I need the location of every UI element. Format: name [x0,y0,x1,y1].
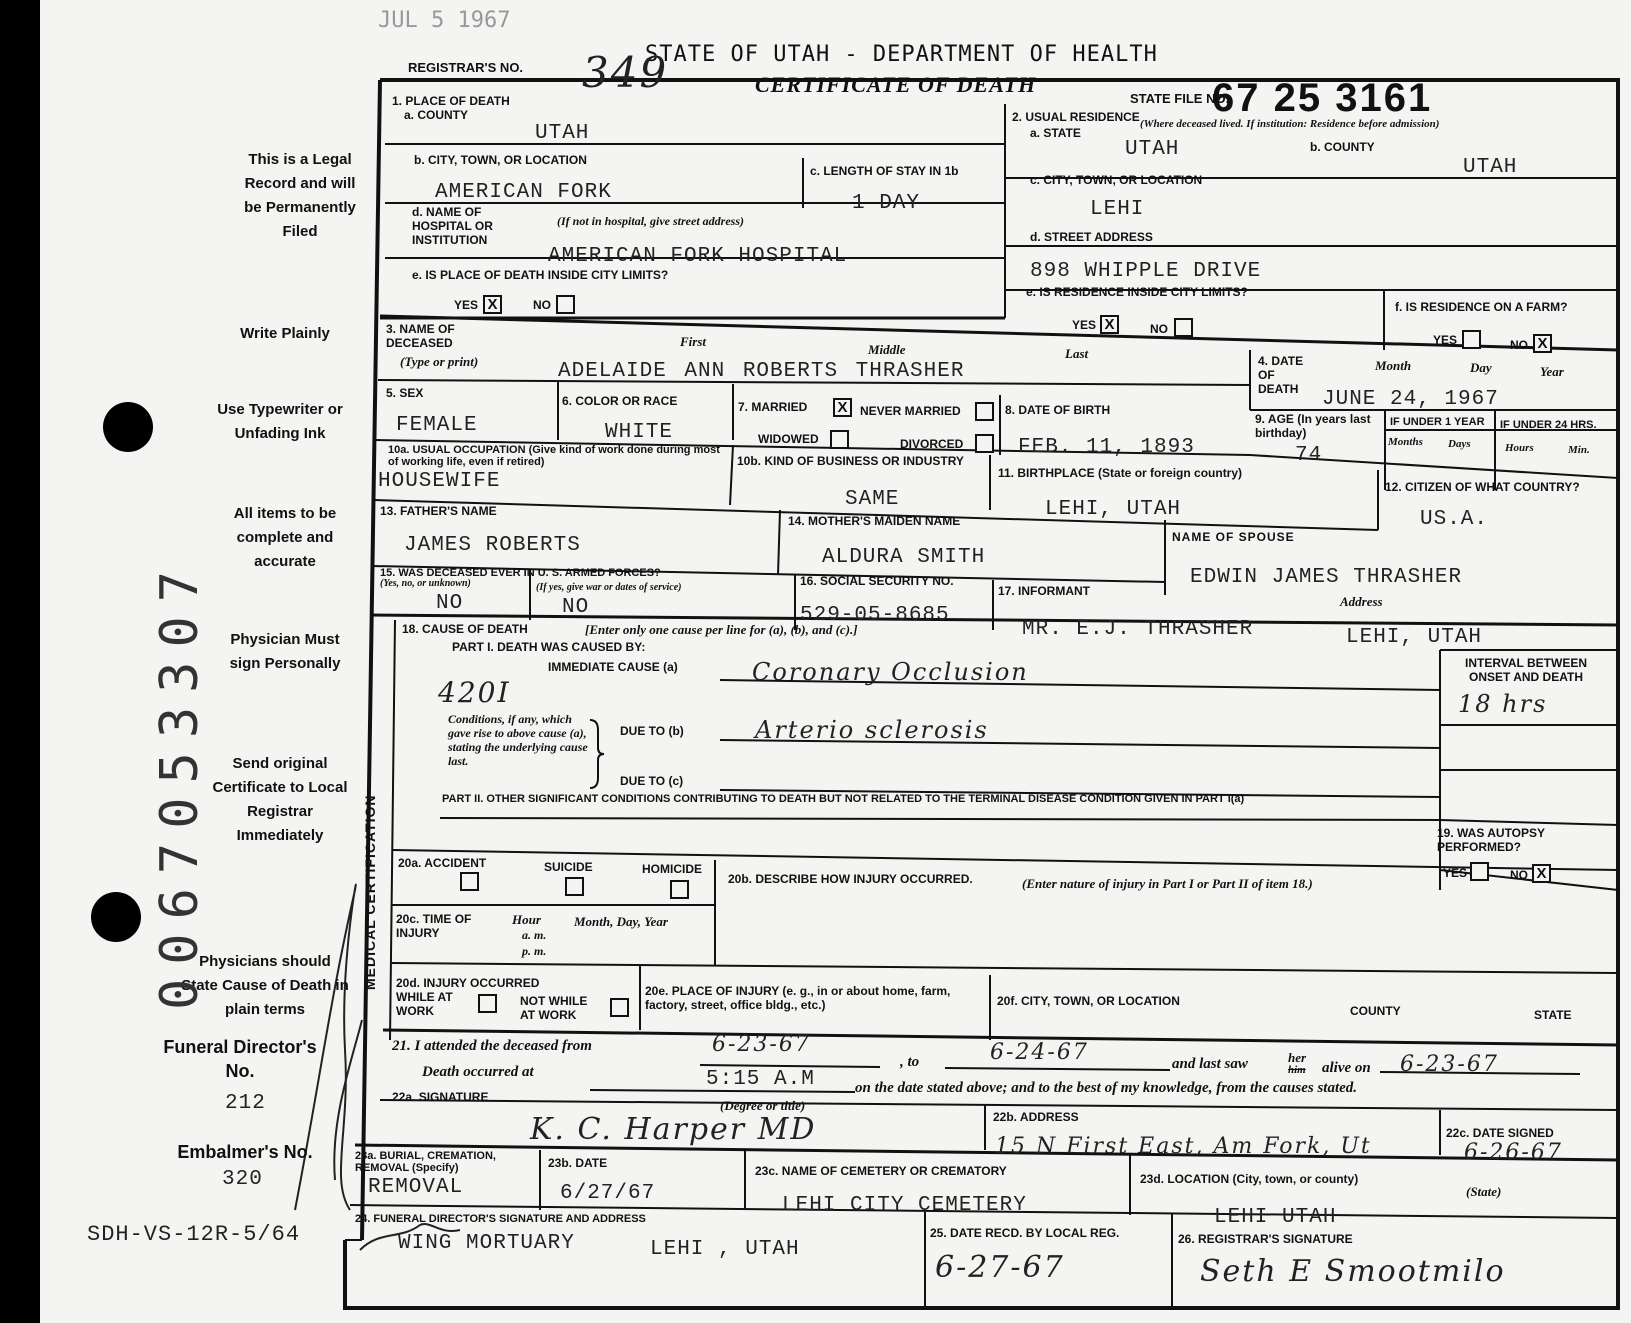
hospital-label: d. NAME OF HOSPITAL OR INSTITUTION [412,205,493,247]
death-inside-yes-label: YES [454,298,479,312]
armed-forces-label: 15. WAS DECEASED EVER IN U. S. ARMED FORCES? [380,567,661,579]
write-plainly-note: Write Plainly [240,325,330,342]
residence-inside-no-checkbox[interactable] [1174,318,1193,337]
father-name-label: 13. FATHER'S NAME [380,504,497,518]
disposition-label: 23a. BURIAL, CREMATION, REMOVAL (Specify) [355,1150,496,1174]
death-county: UTAH [535,122,590,145]
accident-checkbox[interactable] [460,872,479,891]
date-of-death: JUNE 24, 1967 [1322,388,1499,411]
due-to-b: Arterio sclerosis [755,716,989,744]
signature-label: 22a. SIGNATURE [392,1090,489,1104]
informant-name: MR. E.J. THRASHER [1022,618,1254,641]
widowed-label: WIDOWED [758,432,819,446]
not-while-at-work-label: NOT WHILE AT WORK [520,994,588,1022]
date-received-label: 25. DATE RECD. BY LOCAL REG. [930,1226,1120,1240]
registrar-signature-label: 26. REGISTRAR'S SIGNATURE [1178,1232,1353,1246]
days-label: Days [1448,438,1471,450]
hour-label: Hour [512,912,541,927]
burial-state-label: (State) [1466,1184,1502,1199]
knowledge-statement: on the date stated above; and to the best of my knowledge, from the causes stated. [855,1080,1358,1096]
disposition: REMOVAL [368,1176,464,1199]
not-while-at-work-checkbox[interactable] [610,998,629,1017]
autopsy-yes-checkbox[interactable] [1470,862,1489,881]
last-saw-label: and last saw [1172,1056,1248,1072]
armed-forces: NO [436,592,464,615]
minutes-label: Min. [1568,444,1590,456]
pronoun-her: her [1288,1050,1307,1065]
informant-address: LEHI, UTAH [1346,626,1483,649]
state-file-no: 67 25 3161 [1212,76,1433,120]
attended-to-label: , to [900,1054,920,1070]
hours-label: Hours [1505,442,1534,454]
never-married-checkbox[interactable] [975,402,994,421]
death-occurred-label: Death occurred at [422,1064,534,1080]
armed-note-2: (If yes, give war or dates of service) [536,582,682,593]
embalmer-no-label: Embalmer's No. [177,1142,313,1162]
residence-inside-yes-checkbox[interactable]: X [1100,315,1119,334]
street-address: 898 WHIPPLE DRIVE [1030,260,1262,283]
autopsy-label: 19. WAS AUTOPSY PERFORMED? [1437,826,1545,854]
while-at-work-label: WHILE AT WORK [396,990,453,1018]
part-2-label: PART II. OTHER SIGNIFICANT CONDITIONS CONTRIBUTING TO DEATH BUT NOT RELATED TO THE TERMINAL DISEASE CONDITION GIVEN IN PART I(a) [442,793,1245,805]
mother-name-label: 14. MOTHER'S MAIDEN NAME [788,514,961,528]
burial-date-label: 23b. DATE [548,1156,608,1170]
business-label: 10b. KIND OF BUSINESS OR INDUSTRY [737,454,964,468]
residence-note: (Where deceased lived. If institution: Residence before admission) [1140,118,1440,130]
deceased-name-label: 3. NAME OF DECEASED [386,322,455,350]
date-of-death-label: 4. DATE OF DEATH [1258,354,1304,396]
homicide-label: HOMICIDE [642,862,702,876]
spouse-label: NAME OF SPOUSE [1172,530,1295,544]
funeral-director-label: 24. FUNERAL DIRECTOR'S SIGNATURE AND ADDRESS [355,1213,646,1225]
physician-address: 15 N First East, Am Fork, Ut [995,1134,1372,1159]
death-city-label: b. CITY, TOWN, OR LOCATION [414,153,587,167]
place-of-injury-label: 20e. PLACE OF INJURY (e. g., in or about home, farm, factory, street, office bldg., etc.) [645,984,951,1012]
widowed-checkbox[interactable] [830,430,849,449]
describe-injury-note: (Enter nature of injury in Part I or Part II of item 18.) [1022,876,1313,891]
due-to-c-label: DUE TO (c) [620,774,684,788]
residence-city: LEHI [1090,198,1145,221]
degree-label: (Degree or title) [720,1098,806,1113]
accident-label: 20a. ACCIDENT [398,856,487,870]
place-of-death-label: 1. PLACE OF DEATH [392,94,510,108]
middle-name-label: Middle [868,342,906,357]
type-or-print-note: (Type or print) [400,354,479,369]
birthplace: LEHI, UTAH [1045,498,1182,521]
certificate-title: CERTIFICATE OF DEATH [755,72,1037,97]
cause-instruction: [Enter only one cause per line for (a), (b), and (c).] [585,622,858,637]
age: 74 [1295,444,1323,467]
injury-county-label: COUNTY [1350,1004,1401,1018]
typewriter-note: Use Typewriter or Unfading Ink [217,401,343,442]
side-serial-stamp: 0067053307 [150,556,210,1010]
citizen-label: 12. CITIZEN OF WHAT COUNTRY? [1385,480,1580,494]
date-signed: 6-26-67 [1464,1140,1563,1165]
birthplace-label: 11. BIRTHPLACE (State or foreign country) [998,466,1243,480]
business: SAME [845,488,900,511]
farm-no-checkbox[interactable]: X [1533,334,1552,353]
homicide-checkbox[interactable] [670,880,689,899]
hospital-note: (If not in hospital, give street address) [557,214,745,228]
residence-city-label: c. CITY, TOWN, OR LOCATION [1030,173,1203,187]
burial-location: LEHI UTAH [1214,1206,1337,1229]
month-day-year-label: Month, Day, Year [574,914,668,929]
am-label: a. m. [522,928,547,942]
complete-note: All items to be complete and accurate [233,505,337,570]
farm-yes-label: YES [1433,333,1458,347]
date-of-birth: FEB. 11, 1893 [1018,436,1195,459]
under-24-hrs-label: IF UNDER 24 HRS. [1500,419,1597,431]
injury-occurred-label: 20d. INJURY OCCURRED [396,976,540,990]
residence-county: UTAH [1463,156,1518,179]
registrar-no-label: REGISTRAR'S NO. [408,60,524,75]
funeral-home: WING MORTUARY [398,1232,575,1255]
ssn-label: 16. SOCIAL SECURITY NO. [800,574,954,588]
physician-signature: K. C. Harper MD [530,1112,817,1147]
residence-label: 2. USUAL RESIDENCE [1012,110,1140,124]
informant-label: 17. INFORMANT [998,584,1091,598]
death-inside-city-label: e. IS PLACE OF DEATH INSIDE CITY LIMITS? [412,268,669,282]
burial-date: 6/27/67 [560,1182,656,1205]
autopsy-yes-label: YES [1443,866,1468,880]
armed-note-1: (Yes, no, or unknown) [380,578,471,589]
first-name-label: First [680,334,707,349]
deceased-name: ADELAIDE ANN ROBERTS THRASHER [558,360,965,383]
attended-to: 6-24-67 [990,1040,1089,1065]
death-year-label: Year [1540,364,1564,379]
married-label: 7. MARRIED [738,400,808,414]
physician-address-label: 22b. ADDRESS [993,1110,1079,1124]
length-of-stay: 1 DAY [852,192,921,215]
embalmer-no: 320 [222,1168,263,1191]
death-time: 5:15 A.M [706,1068,815,1091]
farm-label: f. IS RESIDENCE ON A FARM? [1395,300,1568,314]
residence-state-label: a. STATE [1030,126,1081,140]
residence-inside-no-label: NO [1150,322,1168,336]
race: WHITE [605,421,674,444]
alive-on-label: alive on [1322,1060,1371,1076]
length-of-stay-label: c. LENGTH OF STAY IN 1b [810,164,959,178]
injury-state-label: STATE [1534,1008,1572,1022]
injury-city-label: 20f. CITY, TOWN, OR LOCATION [997,994,1180,1008]
mother-name: ALDURA SMITH [822,546,986,569]
state-department-heading: STATE OF UTAH - DEPARTMENT OF HEALTH [645,42,1158,67]
due-to-b-label: DUE TO (b) [620,724,684,738]
registrar-no: 349 [582,48,669,97]
state-file-no-label: STATE FILE NO. [1130,91,1230,106]
physician-sign-note: Physician Must sign Personally [229,631,341,672]
death-day-label: Day [1470,360,1492,375]
received-stamp: JUL 5 1967 [378,8,511,33]
death-month-label: Month [1375,358,1412,373]
married-checkbox[interactable]: X [833,398,852,417]
sex: FEMALE [396,414,478,437]
pm-label: p. m. [522,944,547,958]
funeral-director-no: 212 [225,1092,266,1115]
race-label: 6. COLOR OR RACE [562,394,678,408]
cause-plain-note: Physicians should State Cause of Death in plain terms [181,953,349,1018]
ssn: 529-05-8685 [800,604,950,627]
farm-no-label: NO [1510,338,1528,352]
immediate-cause: Coronary Occlusion [752,658,1029,686]
time-of-injury-label: 20c. TIME OF INJURY [396,912,472,940]
divorced-checkbox[interactable] [975,434,994,453]
registrar-signature: Seth E Smootmilo [1200,1254,1506,1289]
sex-label: 5. SEX [386,386,424,400]
citizen: US.A. [1420,508,1489,531]
occupation: HOUSEWIFE [378,470,501,493]
suicide-label: SUICIDE [544,860,593,874]
residence-county-label: b. COUNTY [1310,140,1375,154]
medical-certification-label: MEDICAL CERTIFICATION [362,794,378,990]
burial-location-label: 23d. LOCATION (City, town, or county) [1140,1172,1359,1186]
autopsy-no-checkbox[interactable]: X [1532,864,1551,883]
autopsy-no-label: NO [1510,868,1528,882]
form-number: SDH-VS-12R-5/64 [87,1222,301,1247]
describe-injury-label: 20b. DESCRIBE HOW INJURY OCCURRED. [728,872,973,886]
residence-inside-city-label: e. IS RESIDENCE INSIDE CITY LIMITS? [1026,285,1248,299]
send-original-note: Send original Certificate to Local Registrar Immediately [212,755,348,844]
death-inside-no-checkbox[interactable] [556,295,575,314]
cemetery-label: 23c. NAME OF CEMETERY OR CREMATORY [755,1164,1007,1178]
last-seen-alive: 6-23-67 [1400,1052,1499,1077]
months-label: Months [1388,436,1423,448]
suicide-checkbox[interactable] [565,877,584,896]
date-signed-label: 22c. DATE SIGNED [1446,1126,1554,1140]
age-label: 9. AGE (In years last birthday) [1255,412,1371,440]
pronoun-him-struck: him [1288,1064,1306,1076]
attended-from: 6-23-67 [712,1032,811,1057]
while-at-work-checkbox[interactable] [478,994,497,1013]
occupation-label: 10a. USUAL OCCUPATION (Give kind of work done during most of working life, even if retired) [388,444,720,468]
hospital-name: AMERICAN FORK HOSPITAL [548,245,848,268]
armed-war: NO [562,596,590,619]
part-1-label: PART I. DEATH WAS CAUSED BY: [452,640,646,654]
death-inside-yes-checkbox[interactable]: X [483,295,502,314]
attended-label: 21. I attended the deceased from [392,1038,592,1054]
residence-state: UTAH [1125,138,1180,161]
immediate-cause-label: IMMEDIATE CAUSE (a) [548,660,678,674]
funeral-home-city: LEHI , UTAH [650,1238,800,1261]
death-city: AMERICAN FORK [435,181,612,204]
residence-inside-yes-label: YES [1072,318,1097,332]
date-received: 6-27-67 [935,1250,1065,1285]
interval: 18 hrs [1458,690,1548,718]
conditions-label: Conditions, if any, which gave rise to above cause (a), stating the underlying cause last. [448,712,588,768]
cemetery-name: LEHI CITY CEMETERY [782,1194,1027,1217]
street-address-label: d. STREET ADDRESS [1030,230,1153,244]
father-name: JAMES ROBERTS [404,534,581,557]
divorced-label: DIVORCED [900,437,964,451]
under-1-year-label: IF UNDER 1 YEAR [1390,416,1485,428]
death-inside-no-label: NO [533,298,551,312]
funeral-director-no-label: Funeral Director's No. [163,1037,317,1081]
interval-label: INTERVAL BETWEEN ONSET AND DEATH [1464,656,1587,684]
dob-label: 8. DATE OF BIRTH [1005,403,1111,417]
never-married-label: NEVER MARRIED [860,404,961,418]
death-county-label: a. COUNTY [404,108,469,122]
last-name-label: Last [1065,346,1089,361]
cause-of-death-label: 18. CAUSE OF DEATH [402,622,528,636]
informant-address-label: Address [1340,594,1383,609]
spouse-name: EDWIN JAMES THRASHER [1190,566,1463,589]
legal-record-note: This is a Legal Record and will be Permanently Filed [244,151,356,240]
farm-yes-checkbox[interactable] [1462,330,1481,349]
cause-code: 420I [438,676,511,709]
